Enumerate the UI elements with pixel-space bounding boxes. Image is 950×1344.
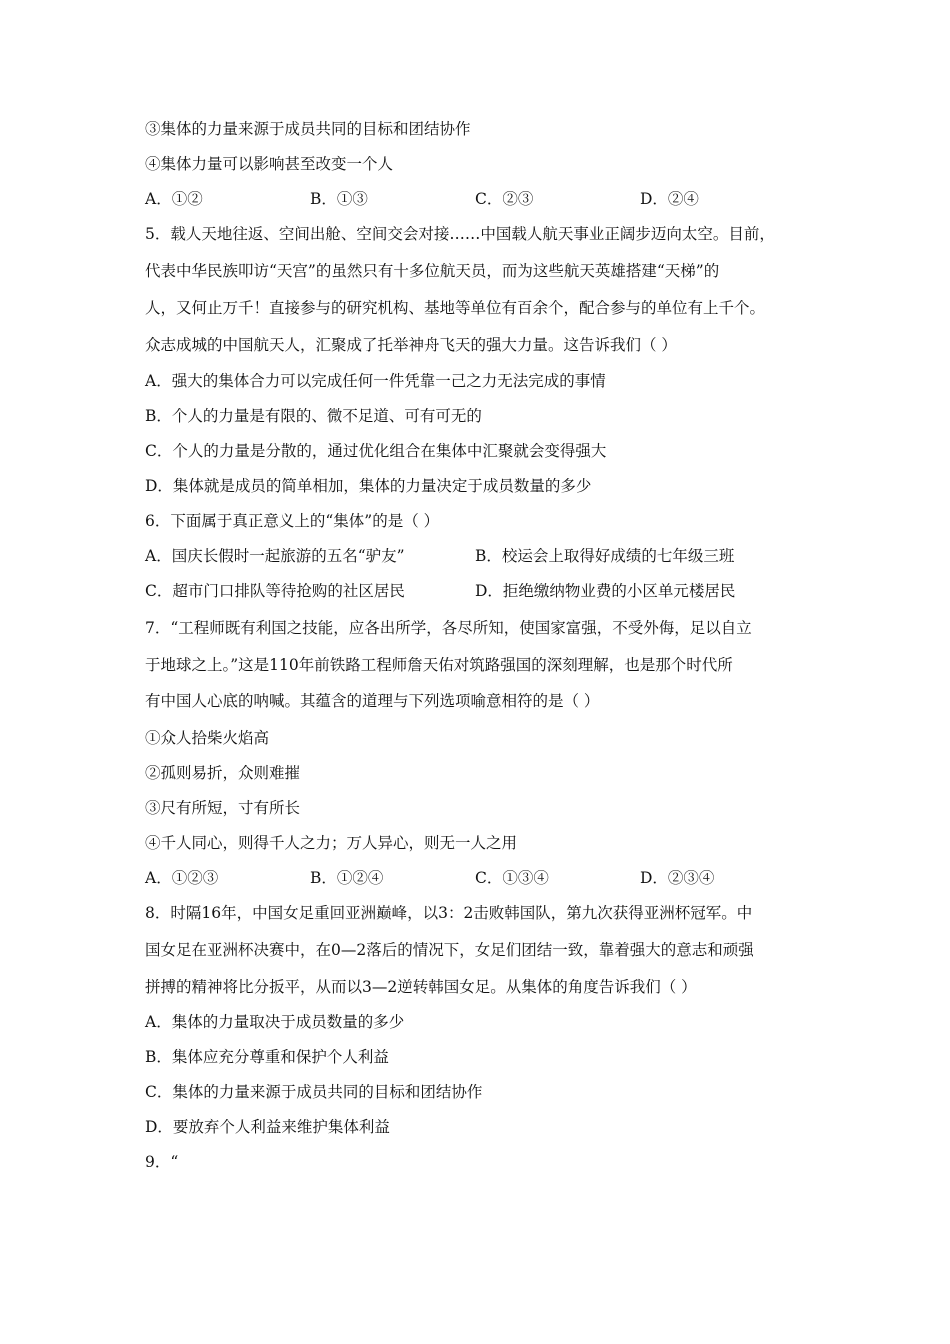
q5-option-a: A．强大的集体合力可以完成任何一件凭靠一己之力无法完成的事情 (145, 372, 606, 390)
q7-option-d: D．②③④ (640, 869, 715, 887)
q7-item-4: ④千人同心，则得千人之力；万人异心，则无一人之用 (145, 834, 518, 852)
q5-stem-line: 5．载人天地往返、空间出舱、空间交会对接……中国载人航天事业正阔步迈向太空。目前， (145, 225, 775, 243)
q4-option-d: D．②④ (640, 190, 699, 208)
q8-option-c: C．集体的力量来源于成员共同的目标和团结协作 (145, 1083, 483, 1101)
q4-option-a: A．①② (145, 190, 203, 208)
q4-option-c: C．②③ (475, 190, 534, 208)
q4-item-3: ③集体的力量来源于成员共同的目标和团结协作 (145, 120, 471, 138)
q7-option-a: A．①②③ (145, 869, 219, 887)
q7-stem-line: 7．“工程师既有利国之技能，应各出所学，各尽所知，使国家富强，不受外侮，足以自立 (145, 619, 752, 637)
q8-option-d: D．要放弃个人利益来维护集体利益 (145, 1118, 390, 1136)
q7-option-c: C．①③④ (475, 869, 549, 887)
q8-stem-line: 国女足在亚洲杯决赛中，在0—2落后的情况下，女足们团结一致，靠着强大的意志和顽强 (145, 941, 754, 959)
q7-option-b: B．①②④ (310, 869, 384, 887)
q5-option-d: D．集体就是成员的简单相加，集体的力量决定于成员数量的多少 (145, 477, 592, 495)
q4-option-b: B．①③ (310, 190, 368, 208)
q6-option-d: D．拒绝缴纳物业费的小区单元楼居民 (475, 582, 736, 600)
q9-stem-start: 9．“ (145, 1153, 179, 1171)
q8-option-a: A．集体的力量取决于成员数量的多少 (145, 1013, 405, 1031)
q8-option-b: B．集体应充分尊重和保护个人利益 (145, 1048, 389, 1066)
q5-option-c: C．个人的力量是分散的，通过优化组合在集体中汇聚就会变得强大 (145, 442, 607, 460)
q8-stem-line: 8．时隔16年，中国女足重回亚洲巅峰，以3：2击败韩国队，第九次获得亚洲杯冠军。中 (145, 904, 753, 922)
q6-option-b: B．校运会上取得好成绩的七年级三班 (475, 547, 735, 565)
q7-item-1: ①众人拾柴火焰高 (145, 729, 270, 747)
q7-stem-line: 有中国人心底的呐喊。其蕴含的道理与下列选项喻意相符的是（ ） (145, 692, 600, 710)
q6-option-a: A．国庆长假时一起旅游的五名“驴友” (145, 547, 405, 565)
q5-stem-line: 众志成城的中国航天人，汇聚成了托举神舟飞天的强大力量。这告诉我们（ ） (145, 336, 677, 354)
q6-option-c: C．超市门口排队等待抢购的社区居民 (145, 582, 405, 600)
q4-item-4: ④集体力量可以影响甚至改变一个人 (145, 155, 394, 173)
q8-stem-line: 拼搏的精神将比分扳平，从而以3—2逆转韩国女足。从集体的角度告诉我们（ ） (145, 978, 697, 996)
q7-item-3: ③尺有所短，寸有所长 (145, 799, 301, 817)
q6-stem: 6．下面属于真正意义上的“集体”的是（ ） (145, 512, 440, 530)
q7-stem-line: 于地球之上。”这是110年前铁路工程师詹天佑对筑路强国的深刻理解，也是那个时代所 (145, 656, 733, 674)
q5-option-b: B．个人的力量是有限的、微不足道、可有可无的 (145, 407, 482, 425)
q5-stem-line: 人，又何止万千！直接参与的研究机构、基地等单位有百余个，配合参与的单位有上千个。 (145, 299, 766, 317)
q5-stem-line: 代表中华民族叩访“天宫”的虽然只有十多位航天员，而为这些航天英雄搭建“天梯”的 (145, 262, 720, 280)
q7-item-2: ②孤则易折，众则难摧 (145, 764, 301, 782)
